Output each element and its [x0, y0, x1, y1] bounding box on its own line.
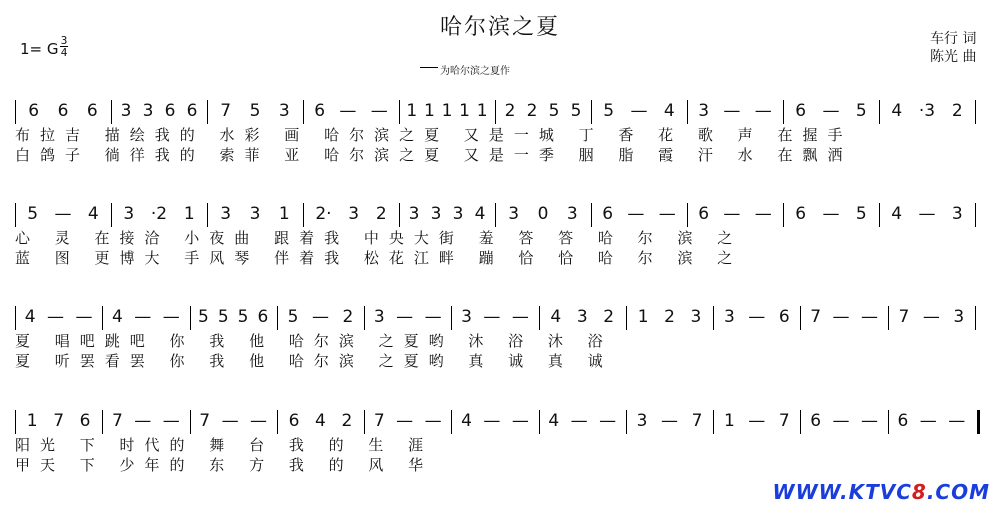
note: 6: [57, 101, 69, 121]
measure: [368, 306, 447, 328]
note: 6: [810, 411, 822, 431]
song-title: 哈尔滨之夏: [439, 15, 560, 40]
note: —: [134, 307, 152, 327]
barline: [15, 100, 16, 124]
note: 3: [452, 204, 464, 224]
barline: [277, 410, 278, 434]
barline: [111, 203, 112, 227]
note: 3: [698, 101, 710, 121]
barline: [687, 100, 688, 124]
measure: [499, 203, 587, 225]
note: —: [396, 307, 414, 327]
measure: [787, 100, 875, 122]
lyric-verse-1: 阳光 下 时代的 舞 台 我 的 生 涯: [15, 436, 434, 454]
barline: [399, 100, 400, 124]
note: 5: [548, 101, 560, 121]
note: 5: [249, 101, 261, 121]
measure: [595, 203, 683, 225]
barline: [975, 100, 976, 124]
note: —: [832, 307, 850, 327]
measure: [595, 100, 683, 122]
note: 1: [459, 101, 470, 121]
barline: [713, 410, 714, 434]
note: —: [627, 204, 645, 224]
note: 3: [348, 204, 360, 224]
barline: [495, 100, 496, 124]
barline: [399, 203, 400, 227]
note: —: [483, 307, 501, 327]
note: 2: [664, 307, 675, 327]
note: 7: [810, 307, 822, 327]
note: 1: [406, 101, 418, 121]
note: —: [948, 411, 966, 431]
measure: [787, 203, 875, 225]
note: 3: [249, 204, 261, 224]
barline: [303, 203, 304, 227]
barline: [800, 410, 801, 434]
note: 3: [508, 204, 520, 224]
barline: [800, 306, 801, 330]
time-signature: [60, 35, 68, 58]
note: 1: [183, 204, 195, 224]
barline: [888, 306, 889, 330]
note: —: [748, 307, 766, 327]
note: —: [658, 204, 676, 224]
measure: [368, 410, 447, 432]
note: 7: [691, 411, 703, 431]
lyric-verse-1: 布拉吉 描绘我的 水彩 画 哈尔滨之夏 又是一城 丁 香 花 歌 声 在握手: [15, 126, 853, 144]
barline: [975, 306, 976, 330]
watermark-part-a: WWW.KTVC: [772, 480, 912, 504]
barline: [879, 100, 880, 124]
note: —: [822, 204, 840, 224]
measure: [281, 410, 360, 432]
note: 2: [951, 101, 963, 121]
note: —: [54, 204, 72, 224]
barline: [111, 100, 112, 124]
note: 2: [342, 307, 354, 327]
measure: [194, 410, 273, 432]
measure: [403, 203, 491, 225]
note: 3: [461, 307, 472, 327]
barline: [539, 306, 540, 330]
measure: [281, 306, 360, 328]
note: 3: [636, 411, 648, 431]
note: —: [860, 307, 878, 327]
note: —: [661, 411, 679, 431]
note: 2·: [315, 204, 332, 224]
note: —: [47, 307, 65, 327]
meter-top: 3: [60, 34, 68, 47]
note: 4: [891, 204, 903, 224]
final-barline: [969, 410, 980, 434]
note: 4: [550, 307, 562, 327]
barline: [207, 203, 208, 227]
note: 3: [953, 307, 965, 327]
note: 7: [53, 411, 65, 431]
note: —: [162, 307, 180, 327]
note: 4: [112, 307, 123, 327]
barline: [713, 306, 714, 330]
measure: [455, 306, 534, 328]
measure: [19, 203, 107, 225]
measure: [543, 306, 622, 328]
note: 2: [526, 101, 538, 121]
measure: [630, 306, 709, 328]
note: 3: [220, 204, 232, 224]
note: 3: [430, 204, 442, 224]
note: 3: [576, 307, 588, 327]
note: 3: [951, 204, 963, 224]
barline: [783, 100, 784, 124]
note: —: [922, 307, 940, 327]
note: 1: [278, 204, 290, 224]
lyric-verse-2: 甲天 下 少年的 东 方 我 的 风 华: [15, 456, 434, 474]
barline: [15, 306, 16, 330]
measure: [211, 203, 299, 225]
measure: [691, 203, 779, 225]
note: 6: [314, 101, 326, 121]
note: 4: [24, 307, 36, 327]
measure: [883, 100, 971, 122]
note: 6: [28, 101, 40, 121]
note: 6: [778, 307, 790, 327]
barline: [277, 306, 278, 330]
measure: [883, 203, 971, 225]
note: —: [919, 411, 937, 431]
note: 1: [26, 411, 38, 431]
note: 3: [120, 101, 132, 121]
note: 5: [570, 101, 582, 121]
barline: [364, 410, 365, 434]
note: 0: [537, 204, 549, 224]
note: —: [630, 101, 648, 121]
note: 5: [855, 204, 867, 224]
lyric-verse-2: 蓝 图 更博大 手风琴 伴着我 松花江畔 蹦 恰 恰 哈 尔 滨 之: [15, 249, 743, 267]
measure: [543, 410, 622, 432]
note: —: [511, 307, 529, 327]
note: —: [511, 411, 529, 431]
note: —: [860, 411, 878, 431]
measure: [455, 410, 534, 432]
note: —: [822, 101, 840, 121]
barline: [495, 203, 496, 227]
note: —: [748, 411, 766, 431]
dedication-dash: [420, 67, 438, 68]
measure: [19, 100, 107, 122]
note: —: [754, 101, 772, 121]
composer-credit: 陈光 曲: [930, 49, 977, 65]
barline: [102, 306, 103, 330]
note: 6: [897, 411, 909, 431]
note: —: [250, 411, 268, 431]
note: —: [483, 411, 501, 431]
measure: [211, 100, 299, 122]
note: 3: [278, 101, 290, 121]
lyricist-credit: 车行 词: [930, 31, 977, 47]
barline: [451, 410, 452, 434]
barline: [888, 410, 889, 434]
measure: [106, 410, 185, 432]
lyric-verse-1: 心 灵 在接洽 小夜曲 跟着我 中央大街 羞 答 答 哈 尔 滨 之: [15, 229, 743, 247]
measure: [717, 306, 796, 328]
note: 5: [287, 307, 299, 327]
barline: [15, 203, 16, 227]
dedication-note: 为哈尔滨之夏作: [440, 66, 510, 77]
note: —: [75, 307, 93, 327]
measure: [307, 100, 395, 122]
measure: [115, 203, 203, 225]
measure: [804, 410, 883, 432]
note: —: [754, 204, 772, 224]
barline: [303, 100, 304, 124]
note: 5: [27, 204, 39, 224]
note: 6: [186, 101, 198, 121]
note: 3: [123, 204, 135, 224]
measure: [19, 306, 98, 328]
measure: [403, 100, 491, 122]
note: 7: [778, 411, 790, 431]
note: 5: [198, 307, 209, 327]
note: —: [570, 411, 588, 431]
note: —: [311, 307, 329, 327]
note: 2: [375, 204, 387, 224]
lyric-verse-2: 夏 听罢看罢 你 我 他 哈尔滨 之夏哟 真 诚 真 诚: [15, 352, 613, 370]
note: 6: [795, 204, 807, 224]
note: —: [339, 101, 357, 121]
note: 7: [220, 101, 232, 121]
meter-bottom: 4: [60, 46, 68, 59]
note: 6: [698, 204, 710, 224]
note: 1: [476, 101, 488, 121]
barline: [102, 410, 103, 434]
note: 5: [855, 101, 867, 121]
barline: [364, 306, 365, 330]
note: 6: [257, 307, 269, 327]
note: 4: [315, 411, 326, 431]
note: 4: [663, 101, 675, 121]
note: 6: [602, 204, 614, 224]
barline: [687, 203, 688, 227]
lyric-verse-1: 夏 唱吧跳吧 你 我 他 哈尔滨 之夏哟 沐 浴 沐 浴: [15, 332, 613, 350]
barline: [451, 306, 452, 330]
note: 5: [603, 101, 615, 121]
note: 4: [474, 204, 486, 224]
barline: [591, 100, 592, 124]
note: 7: [898, 307, 910, 327]
note: 6: [288, 411, 300, 431]
measure: [717, 410, 796, 432]
note: 6: [86, 101, 98, 121]
note: 3: [566, 204, 578, 224]
note: —: [918, 204, 936, 224]
measure: [630, 410, 709, 432]
barline: [15, 410, 16, 434]
note: —: [162, 411, 180, 431]
barline: [626, 410, 627, 434]
note: 1: [723, 411, 735, 431]
note: —: [424, 411, 442, 431]
note: 2: [603, 307, 615, 327]
note: 7: [373, 411, 385, 431]
barline: [190, 306, 191, 330]
barline: [190, 410, 191, 434]
lyric-verse-2: 白鸽子 徜徉我的 索菲 亚 哈尔滨之夏 又是一季 胭 脂 霞 汗 水 在飘洒: [15, 146, 853, 164]
measure: [499, 100, 587, 122]
note: 1: [637, 307, 649, 327]
measure: [115, 100, 203, 122]
note: 3: [373, 307, 385, 327]
note: ·2: [150, 204, 168, 224]
barline: [591, 203, 592, 227]
note: 2: [504, 101, 516, 121]
note: 6: [164, 101, 176, 121]
measure: [194, 306, 273, 328]
note: —: [723, 204, 741, 224]
note: 4: [87, 204, 99, 224]
measure: [691, 100, 779, 122]
measure: [106, 306, 185, 328]
barline: [783, 203, 784, 227]
note: 7: [199, 411, 211, 431]
watermark-part-c: .COM: [926, 480, 990, 504]
note: 3: [142, 101, 154, 121]
note: —: [370, 101, 388, 121]
note: 4: [461, 411, 472, 431]
watermark-part-b: 8: [911, 480, 927, 504]
note: 4: [891, 101, 903, 121]
note: ·3: [918, 101, 936, 121]
note: —: [599, 411, 617, 431]
barline: [879, 203, 880, 227]
note: 5: [237, 307, 249, 327]
barline: [539, 410, 540, 434]
measure: [307, 203, 395, 225]
note: —: [832, 411, 850, 431]
note: 1: [441, 101, 453, 121]
note: —: [134, 411, 152, 431]
barline: [975, 203, 976, 227]
note: 3: [723, 307, 735, 327]
note: —: [396, 411, 414, 431]
note: 6: [795, 101, 807, 121]
note: 6: [79, 411, 91, 431]
note: 1: [423, 101, 435, 121]
measure: [892, 410, 971, 432]
note: 3: [690, 307, 702, 327]
barline: [207, 100, 208, 124]
note: 7: [112, 411, 123, 431]
measure: [19, 410, 98, 432]
measure: [892, 306, 971, 328]
note: —: [221, 411, 239, 431]
watermark: [773, 480, 990, 504]
key-signature: 1= G: [20, 40, 59, 58]
note: 2: [341, 411, 353, 431]
note: —: [723, 101, 741, 121]
barline: [626, 306, 627, 330]
measure: [804, 306, 883, 328]
note: —: [424, 307, 442, 327]
note: 5: [217, 307, 229, 327]
note: 3: [408, 204, 420, 224]
note: 4: [548, 411, 560, 431]
